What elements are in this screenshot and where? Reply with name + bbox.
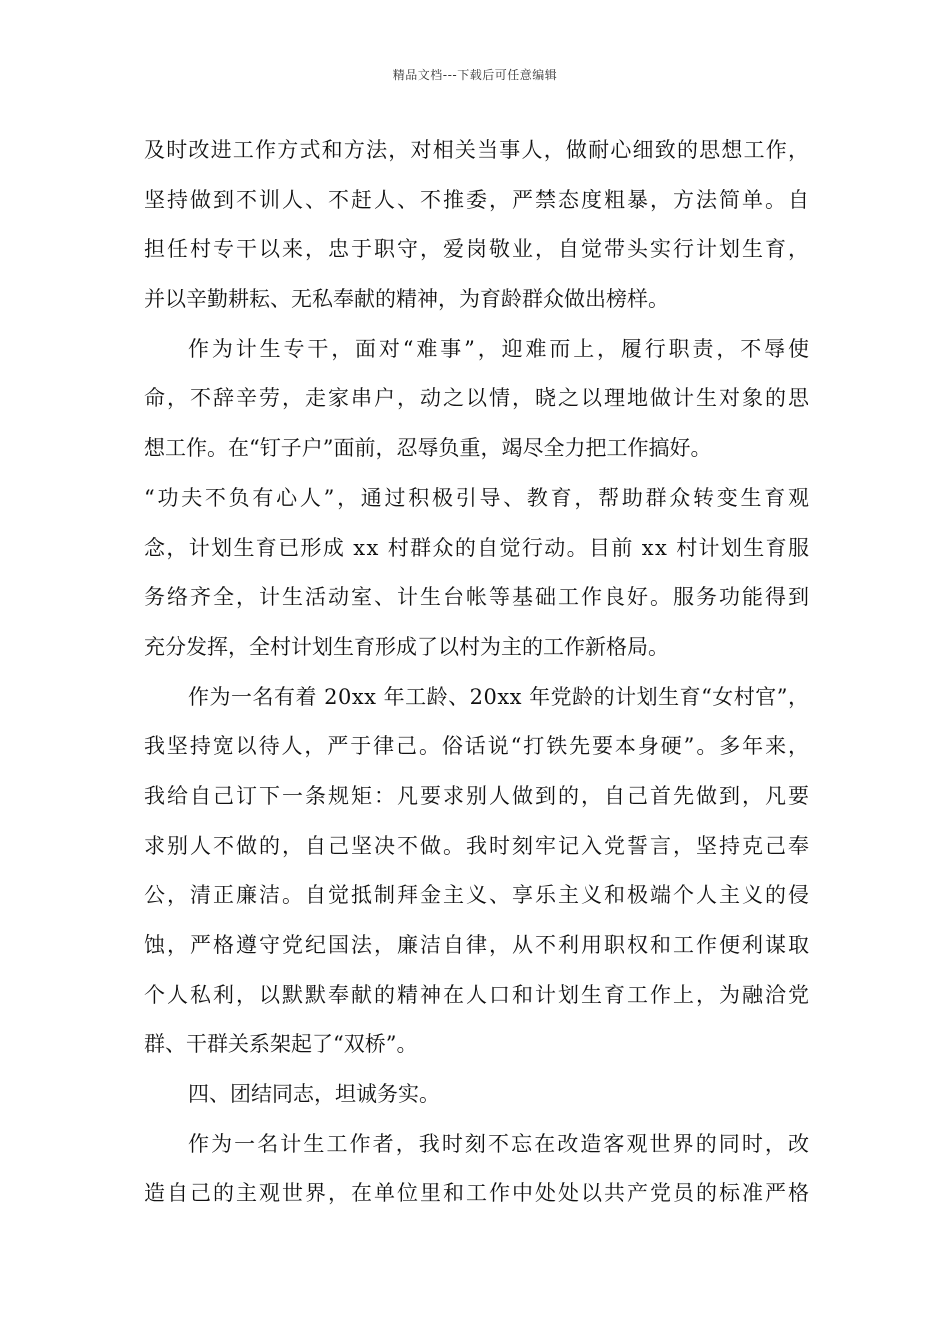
text-line: 蚀，严格遵守党纪国法，廉洁自律，从不利用职权和工作便利谋取 [144,933,811,957]
text-line: 及时改进工作方式和方法，对相关当事人，做耐心细致的思想工作， [144,138,811,162]
text-line: 并以辛勤耕耘、无私奉献的精神，为育龄群众做出榜样。 [144,287,669,312]
text-line: 公，清正廉洁。自觉抵制拜金主义、享乐主义和极端个人主义的侵 [144,883,811,908]
document-body [144,126,812,1219]
text-line: 充分发挥，全村计划生育形成了以村为主的工作新格局。 [144,634,669,659]
text-line: 个人私利，以默默奉献的精神在人口和计划生育工作上，为融洽党 [144,982,811,1007]
text-line: 群、干群关系架起了“双桥”。 [144,1032,418,1057]
text-line: 念，计划生育已形成 xx 村群众的自觉行动。目前 xx 村计划生育服 [144,535,811,560]
text-line: 务络齐全，计生活动室、计生台帐等基础工作良好。服务功能得到 [144,585,811,610]
text-line: 我坚持宽以待人，严于律己。俗话说“打铁先要本身硬”。多年来， [144,734,811,759]
text-line: 造自己的主观世界，在单位里和工作中处处以共产党员的标准严格 [144,1181,811,1206]
paragraph-start-line: 作为计生专干，面对“难事”，迎难而上，履行职责，不辱使 [188,336,812,361]
text-line: 我给自己订下一条规矩：凡要求别人做到的，自己首先做到，凡要 [144,783,811,808]
text-line: 命，不辞辛劳，走家串户，动之以情，晓之以理地做计生对象的思 [144,386,811,411]
text-line: “功夫不负有心人”，通过积极引导、教育，帮助群众转变生育观 [144,485,812,510]
text-line: 坚持做到不训人、不赶人、不推委，严禁态度粗暴，方法简单。自 [144,187,811,212]
text-line: 想工作。在“钉子户”面前，忍辱负重，竭尽全力把工作搞好。 [144,436,712,461]
section-heading: 四、团结同志，坦诚务实。 [188,1082,440,1107]
text-line: 求别人不做的，自己坚决不做。我时刻牢记入党誓言，坚持克己奉 [144,833,811,858]
paragraph-start-line: 作为一名有着 20xx 年工龄、20xx 年党龄的计划生育“女村官”， [188,684,810,709]
text-line: 担任村专干以来，忠于职守，爱岗敬业，自觉带头实行计划生育， [144,237,811,262]
paragraph-start-line: 作为一名计生工作者，我时刻不忘在改造客观世界的同时，改 [188,1131,812,1156]
page-header: 精品文档---下载后可任意编辑 [392,68,558,82]
